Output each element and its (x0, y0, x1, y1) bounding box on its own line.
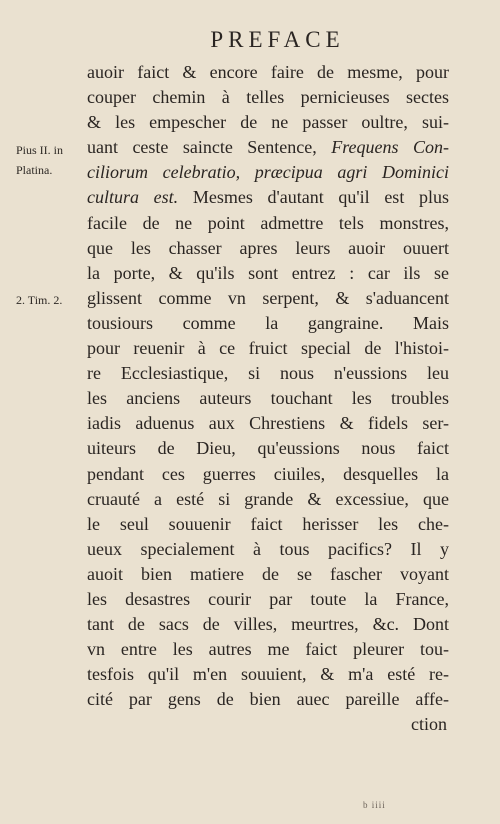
text-line: tant de sacs de villes, meurtres, &c. Dont (87, 614, 449, 635)
text-line: les anciens auteurs touchant les troubles (87, 388, 449, 409)
latin-quote: Frequens Con- (331, 137, 449, 158)
text-line: glissent comme vn serpent, & s'aduancent (87, 287, 449, 308)
text-line: iadis aduenus aux Chrestiens & fidels ser- (87, 413, 449, 434)
page-header (0, 28, 500, 52)
margin-note-pius-platina: Pius II. in (16, 143, 64, 157)
text-line: re Ecclesiastique, si nous n'eussions leu (87, 363, 449, 384)
text-line: uiteurs de Dieu, qu'eussions nous faict (87, 438, 449, 459)
text-line: pendant ces guerres ciuiles, desquelles la (87, 463, 449, 484)
text-line: cité par gens de bien auec pareille affe- (87, 689, 449, 710)
text-line: couper chemin à telles pernicieuses sectes (87, 87, 449, 108)
text-line: vn entre les autres me faict pleurer tou- (87, 639, 449, 660)
text-line: auoit bien matiere de se fascher voyant (87, 563, 449, 584)
text-line: auoir faict & encore faire de mesme, pour (87, 62, 449, 82)
text-line: cruauté a esté si grande & excessiue, que (87, 488, 449, 509)
text-line: pour reuenir à ce fruict special de l'histoi- (87, 338, 449, 359)
text-line: ueux specialement à tous pacifics? Il y (87, 538, 449, 559)
text-line: le seul souuenir faict herisser les che- (87, 513, 449, 534)
signature-mark: b iiii (363, 800, 386, 810)
text-line: les desastres courir par toute la France, (87, 588, 449, 609)
text-line (87, 135, 449, 160)
text-line (87, 185, 449, 210)
running-title: PREFACE (210, 27, 345, 52)
text-line: la porte, & qu'ils sont entrez : car ils se (87, 262, 449, 283)
text-line-roman: Mesmes d'autant qu'il est plus (178, 187, 449, 208)
text-line: & les empescher de ne passer oultre, sui- (87, 112, 449, 133)
latin-quote-line: ciliorum celebratio, præcipua agri Dominici (87, 162, 449, 183)
body-text (87, 60, 449, 738)
latin-quote-end: cultura est. (87, 187, 179, 208)
margin-note-platina: Platina. (16, 163, 53, 177)
text-line: tesfois qu'il m'en souuient, & m'a esté re- (87, 664, 449, 685)
text-line: que les chasser apres leurs auoir ouuert (87, 237, 449, 258)
text-line: facile de ne point admettre tels monstres, (87, 212, 449, 233)
margin-note-timothy: 2. Tim. 2. (16, 293, 63, 307)
text-line-roman: uant ceste saincte Sentence, (87, 137, 332, 158)
catchword: ction (411, 714, 447, 735)
text-line: tousiours comme la gangraine. Mais (87, 312, 449, 333)
